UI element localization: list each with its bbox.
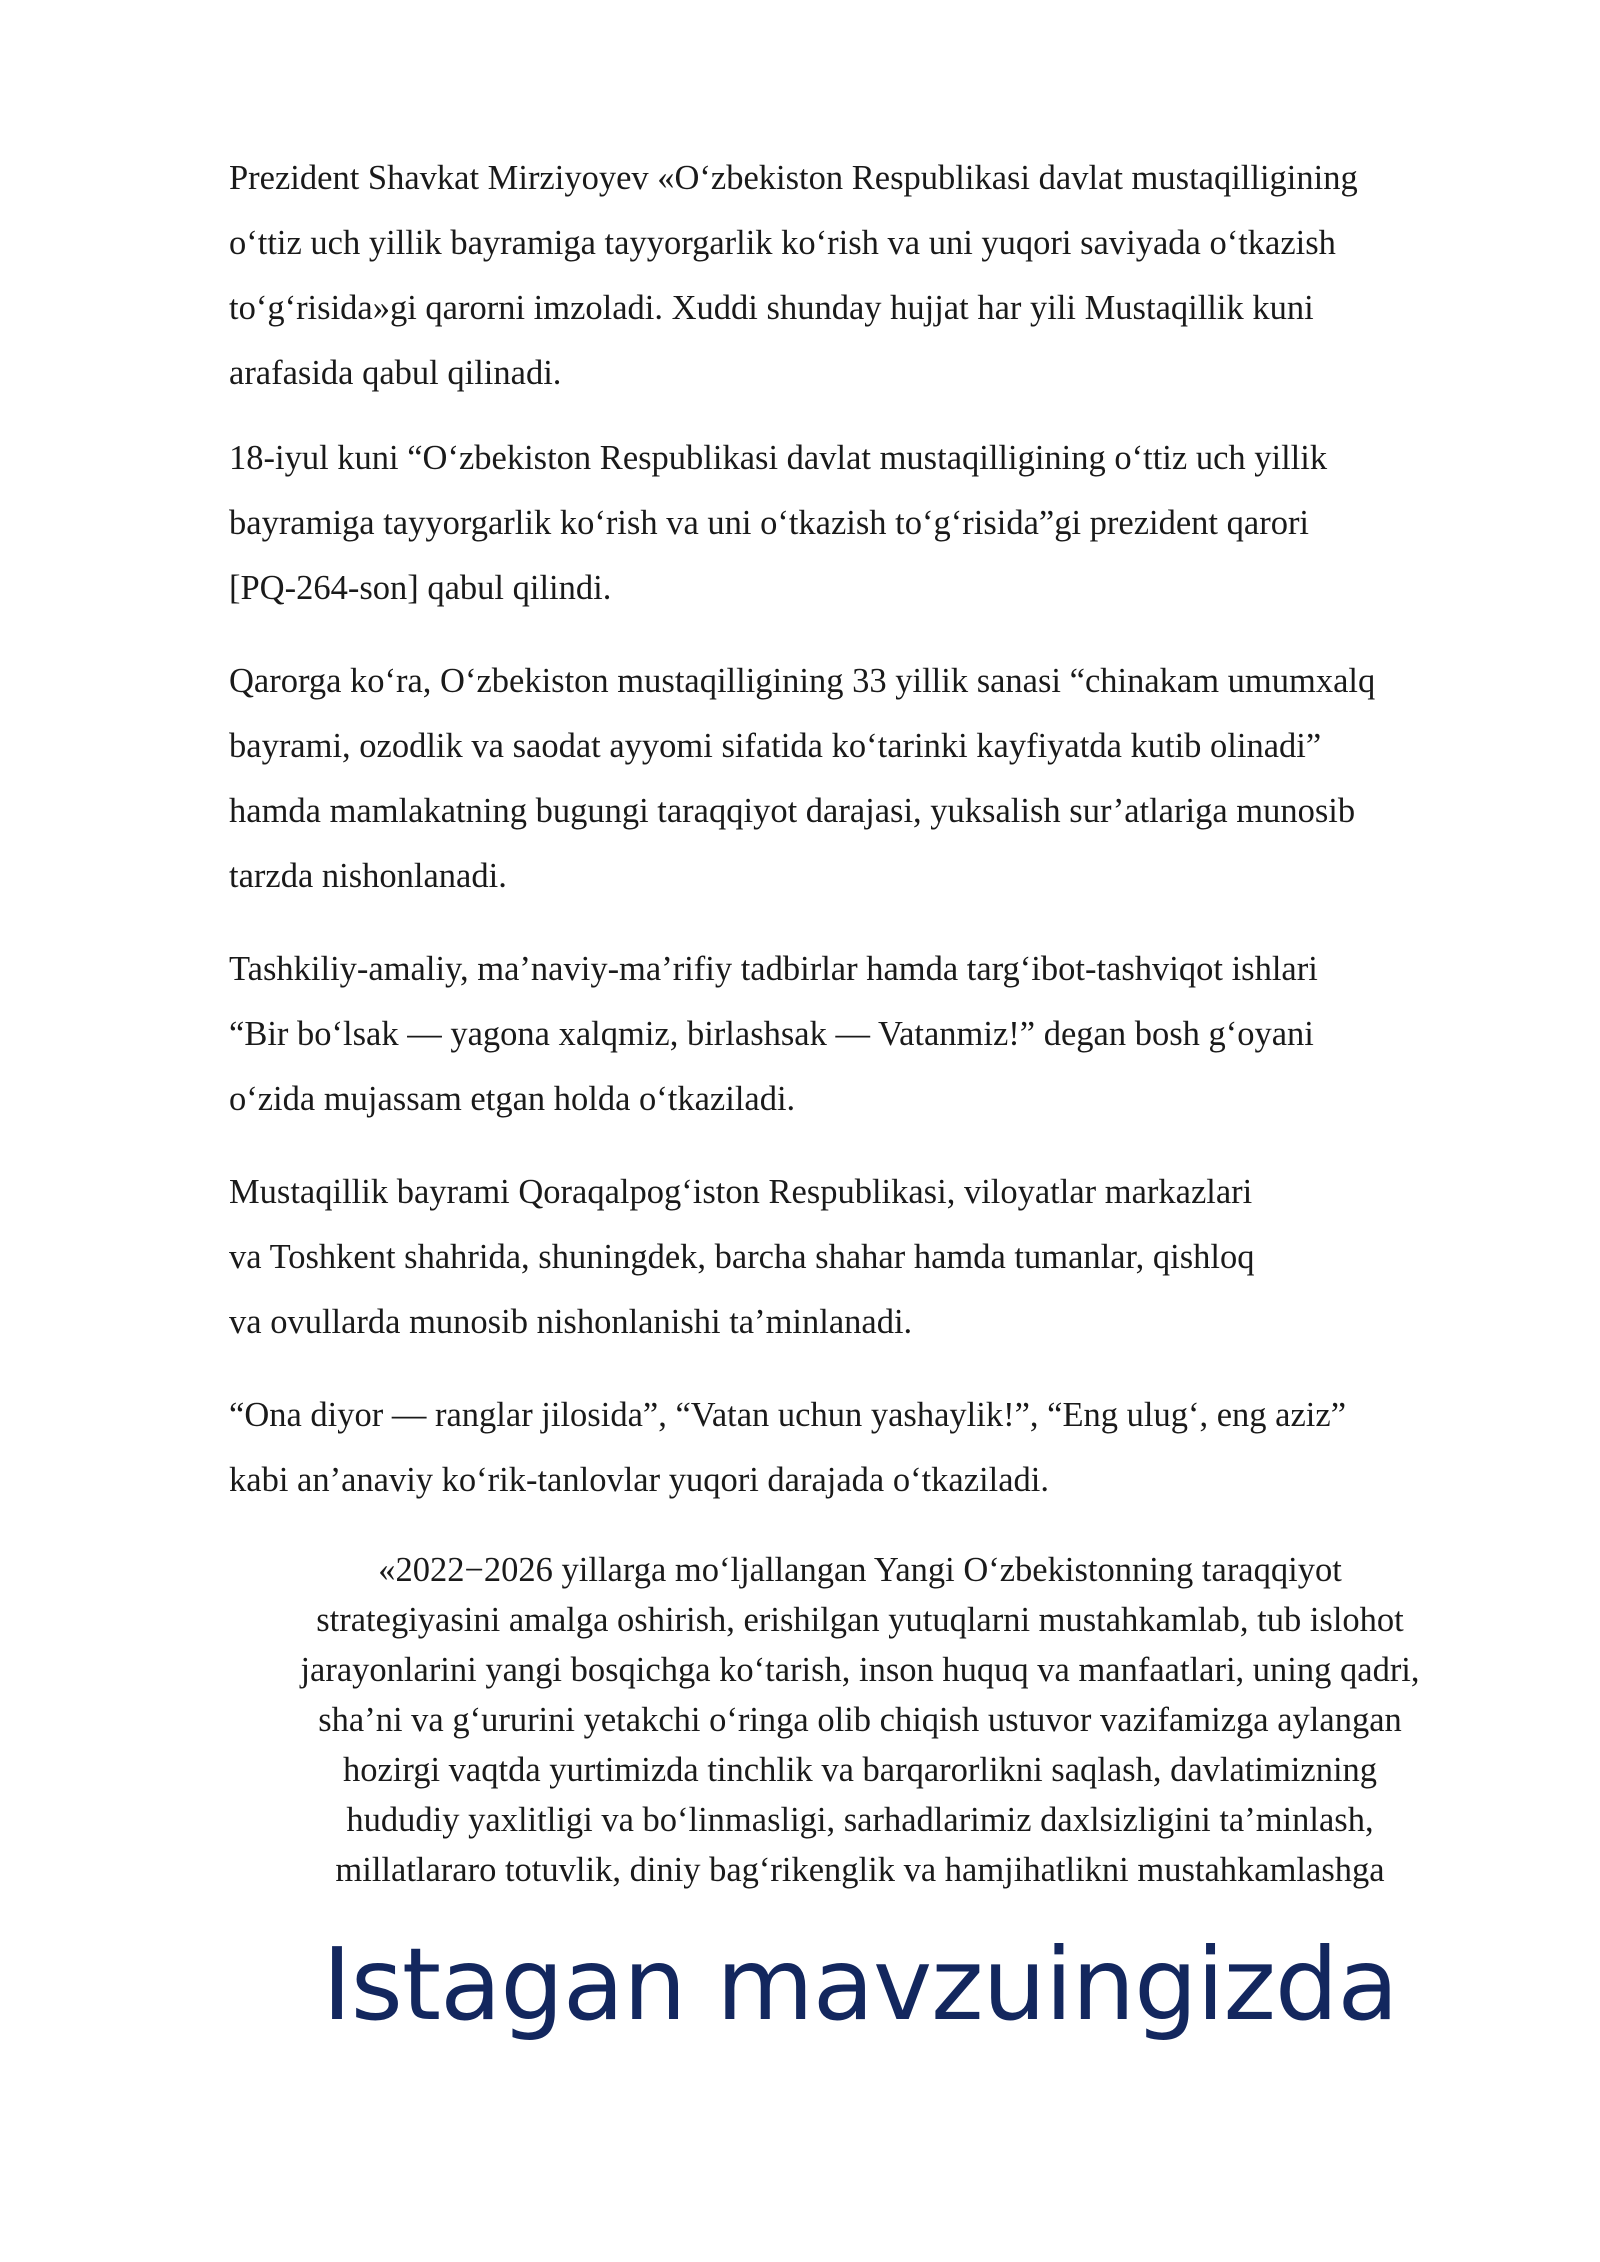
text-line: Tashkiliy-amaliy, ma’naviy-ma’rifiy tadbirlar hamda targ‘ibot-tashviqot ishlari [229,950,1318,988]
paragraph-4 [229,937,1529,1132]
text-line: va Toshkent shahrida, shuningdek, barcha shahar hamda tumanlar, qishloq [229,1238,1255,1276]
text-line: tarzda nishonlanadi. [229,857,507,895]
text-line: “Ona diyor — ranglar jilosida”, “Vatan uchun yashaylik!”, “Eng ulug‘, eng aziz” [229,1396,1347,1434]
paragraph-6 [229,1383,1529,1513]
text-line: bayramiga tayyorgarlik ko‘rish va uni o‘tkazish to‘g‘risida”gi prezident qarori [229,504,1310,542]
text-line: Qarorga ko‘ra, O‘zbekiston mustaqilligining 33 yillik sanasi “chinakam umumxalq [229,662,1376,700]
quote-line: strategiyasini amalga oshirish, erishilgan yutuqlarni mustahkamlab, tub islohot [316,1601,1404,1639]
text-line: Mustaqillik bayrami Qoraqalpog‘iston Respublikasi, viloyatlar markazlari [229,1173,1253,1211]
article-body [229,146,1529,1513]
text-line: o‘ttiz uch yillik bayramiga tayyorgarlik ko‘rish va uni yuqori saviyada o‘tkazish [229,224,1336,262]
paragraph-3 [229,649,1529,909]
text-line: arafasida qabul qilinadi. [229,354,562,392]
text-line: kabi an’anaviy ko‘rik-tanlovlar yuqori darajada o‘tkaziladi. [229,1461,1049,1499]
text-line: [PQ-264-son] qabul qilindi. [229,569,612,607]
text-line: bayrami, ozodlik va saodat ayyomi sifatida ko‘tarinki kayfiyatda kutib olinadi” [229,727,1322,765]
text-line: “Bir bo‘lsak — yagona xalqmiz, birlashsak — Vatanmiz!” degan bosh g‘oyani [229,1015,1314,1053]
text-line: hamda mamlakatning bugungi taraqqiyot darajasi, yuksalish sur’atlariga munosib [229,792,1356,830]
text-line: va ovullarda munosib nishonlanishi ta’minlanadi. [229,1303,913,1341]
quote-line: «2022−2026 yillarga mo‘ljallangan Yangi O‘zbekistonning taraqqiyot [378,1551,1342,1589]
quote-line: hududiy yaxlitligi va bo‘linmasligi, sarhadlarimiz daxlsizligini ta’minlash, [346,1801,1374,1839]
quote-line: hozirgi vaqtda yurtimizda tinchlik va barqarorlikni saqlash, davlatimizning [342,1751,1378,1789]
paragraph-1 [229,146,1529,406]
text-line: to‘g‘risida»gi qarorni imzoladi. Xuddi shunday hujjat har yili Mustaqillik kuni [229,289,1314,327]
text-line: Prezident Shavkat Mirziyoyev «O‘zbekiston Respublikasi davlat mustaqilligining [229,159,1358,197]
quote-line: millatlararo totuvlik, diniy bag‘rikenglik va hamjihatlikni mustahkamlashga [335,1851,1385,1889]
paragraph-2 [229,426,1529,621]
quote-line: sha’ni va g‘ururini yetakchi o‘ringa olib chiqish ustuvor vazifamizga aylangan [318,1701,1402,1739]
quote-block [200,1545,1520,1895]
text-line: o‘zida mujassam etgan holda o‘tkaziladi. [229,1080,796,1118]
promo-banner-text: Istagan mavzuingizda [322,1926,1398,2043]
text-line: 18-iyul kuni “O‘zbekiston Respublikasi davlat mustaqilligining o‘ttiz uch yillik [229,439,1328,477]
paragraph-5 [229,1160,1529,1355]
quote-line: jarayonlarini yangi bosqichga ko‘tarish, inson huquq va manfaatlari, uning qadri, [300,1651,1420,1689]
